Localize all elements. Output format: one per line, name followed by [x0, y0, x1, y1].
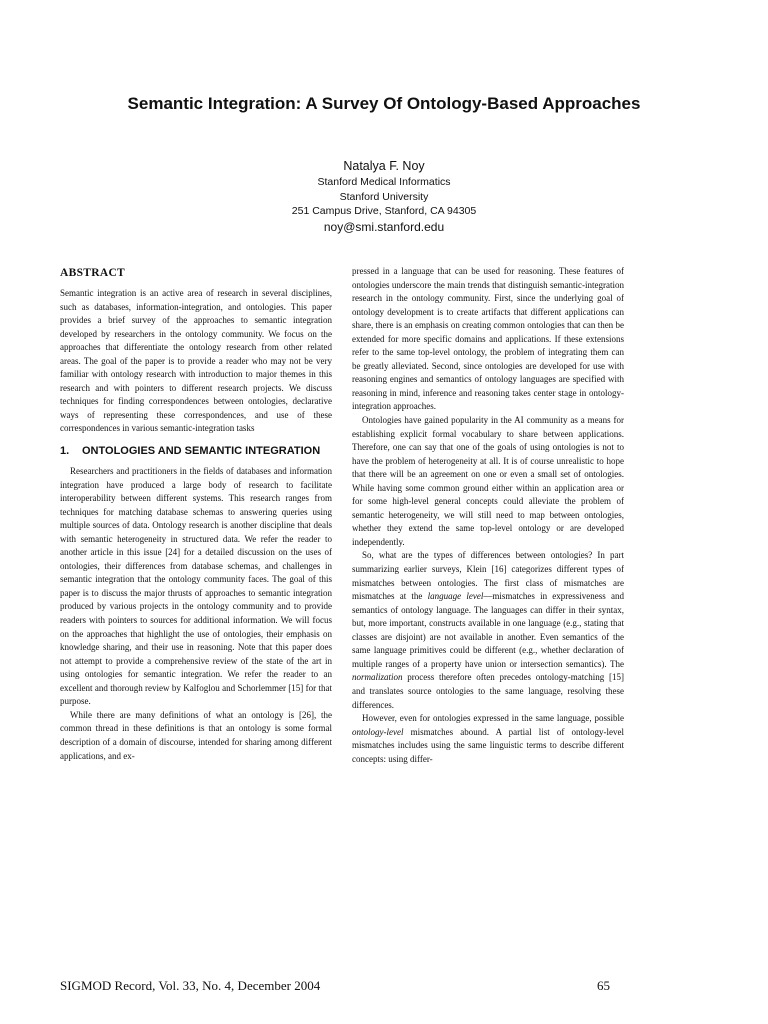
emphasis-term: ontology-level: [352, 726, 404, 737]
page-footer: [60, 978, 610, 994]
text-run: process therefore often precedes ontology-matching [15] and translates source ontologies to the same language, resolving these differences.: [352, 672, 624, 710]
body-paragraph: While there are many definitions of what an ontology is [26], the common thread in these definitions is that an ontology is some formal description of a domain of discourse, intended for sharing among different applications, and ex-: [60, 709, 332, 761]
right-column: [352, 265, 624, 766]
body-paragraph: [352, 549, 624, 712]
body-paragraph: [352, 712, 624, 766]
affiliation-line: Stanford University: [339, 190, 429, 203]
body-paragraph: pressed in a language that can be used for reasoning. These features of ontologies underscore the main trends that distinguish semantic-integration research in the ontology community. First, since the underlying goal of ontology development is to create artifacts that different applications can share, there is an emphasis on creating common ontologies that can then be extended for more specific domains and applications. If these extensions refer to the same top-level ontology, the problem of integrating them can be greatly alleviated. Second, since ontologies are developed for use with reasoning engines and semantics of ontology languages are specified with reasoning in mind, inference and reasoning takes center stage in ontology-integration approaches.: [352, 266, 624, 412]
text-run: However, even for ontologies expressed in the same language, possible: [362, 713, 624, 724]
text-run: So, what are the types of differences between ontologies? In part summarizing earlier surveys, Klein [16] categorizes different types of mismatches between ontologies. The first class of mismatches are mismatches at the: [352, 550, 624, 602]
abstract-heading: ABSTRACT: [60, 267, 126, 279]
author-block: [60, 158, 708, 236]
affiliation-line: Stanford Medical Informatics: [317, 176, 451, 188]
text-run: mismatches abound. A partial list of ontology-level mismatches includes using the same linguistic terms to describe different concepts: using differ-: [352, 726, 624, 764]
journal-citation: SIGMOD Record, Vol. 33, No. 4, December 2004: [60, 978, 321, 993]
author-email: noy@smi.stanford.edu: [323, 219, 445, 234]
affiliation-line: 251 Campus Drive, Stanford, CA 94305: [291, 205, 477, 217]
paper-title: Semantic Integration: A Survey Of Ontology-Based Approaches: [127, 94, 641, 113]
left-column: [60, 265, 332, 763]
page-number: 65: [597, 978, 610, 993]
text-run: —mismatches in expressiveness and semantics of ontology language. The languages can differ in their syntax, but, more important, constructs available in one language (e.g., stating that classes are disjoint) are not available in another. Even semantics of the same language primitives could be different (e.g., whether declaration of multiple ranges of a property have union or intersection semantics). The: [352, 591, 624, 669]
emphasis-term: language level: [427, 591, 484, 602]
section-heading: [60, 444, 332, 459]
body-paragraph: Ontologies have gained popularity in the AI community as a means for establishing explicit formal vocabulary to share between applications. Therefore, one can say that one of the goals of using ontologies is not to have the problem of heterogeneity at all. It is of course unrealistic to hope that there will be an agreement on one or even a small set of ontologies. While having some common ground either within an application area or for some high-level general concepts could alleviate the problem of semantic heterogeneity, we will still need to map between ontologies, whether they extend the same top-level ontology or are developed independently.: [352, 415, 624, 547]
body-paragraph: Researchers and practitioners in the fields of databases and information integration have produced a large body of research to facilitate interoperability between different systems. This research ranges from techniques for matching database schemas to answering queries using multiple sources of data. Ontology research is another discipline that deals with semantic heterogeneity in structured data. We refer the reader to another article in this issue [24] for a detailed discussion on the uses of ontologies, their differences from database schemas, and challenges in semantic integration that the ontology community faces. The goal of this paper is to discuss the major thrusts of approaches to semantic integration produced by various projects in the ontology community and to provide readers with pointers to sources for additional information. We will focus on the approaches that highlight the use of ontologies, their emphasis on knowledge sharing, and their use in reasoning. Note that this paper does not attempt to provide a comprehensive review of the state of the art in using ontologies for semantic integration. We refer the reader to an excellent and thorough review by Kalfoglou and Schorlemmer [15] for that purpose.: [60, 466, 332, 707]
section-title: ONTOLOGIES AND SEMANTIC INTEGRATION: [82, 445, 321, 458]
emphasis-term: normalization: [352, 672, 403, 683]
section-number: 1.: [60, 445, 70, 458]
author-name: Natalya F. Noy: [343, 159, 425, 173]
abstract-text: Semantic integration is an active area of research in several disciplines, such as databases, information-integration, and ontologies. This paper provides a brief survey of the approaches to semantic integration developed by researchers in the ontology community. We focus on the approaches that differentiate the ontology research from other related areas. The goal of the paper is to provide a reader who may not be very familiar with ontology research with introduction to major themes in this research and with pointers to different research projects. We discuss techniques for finding correspondences between ontologies, declarative ways of representing these correspondences, and use of these correspondences in various semantic-integration tasks: [60, 288, 332, 434]
